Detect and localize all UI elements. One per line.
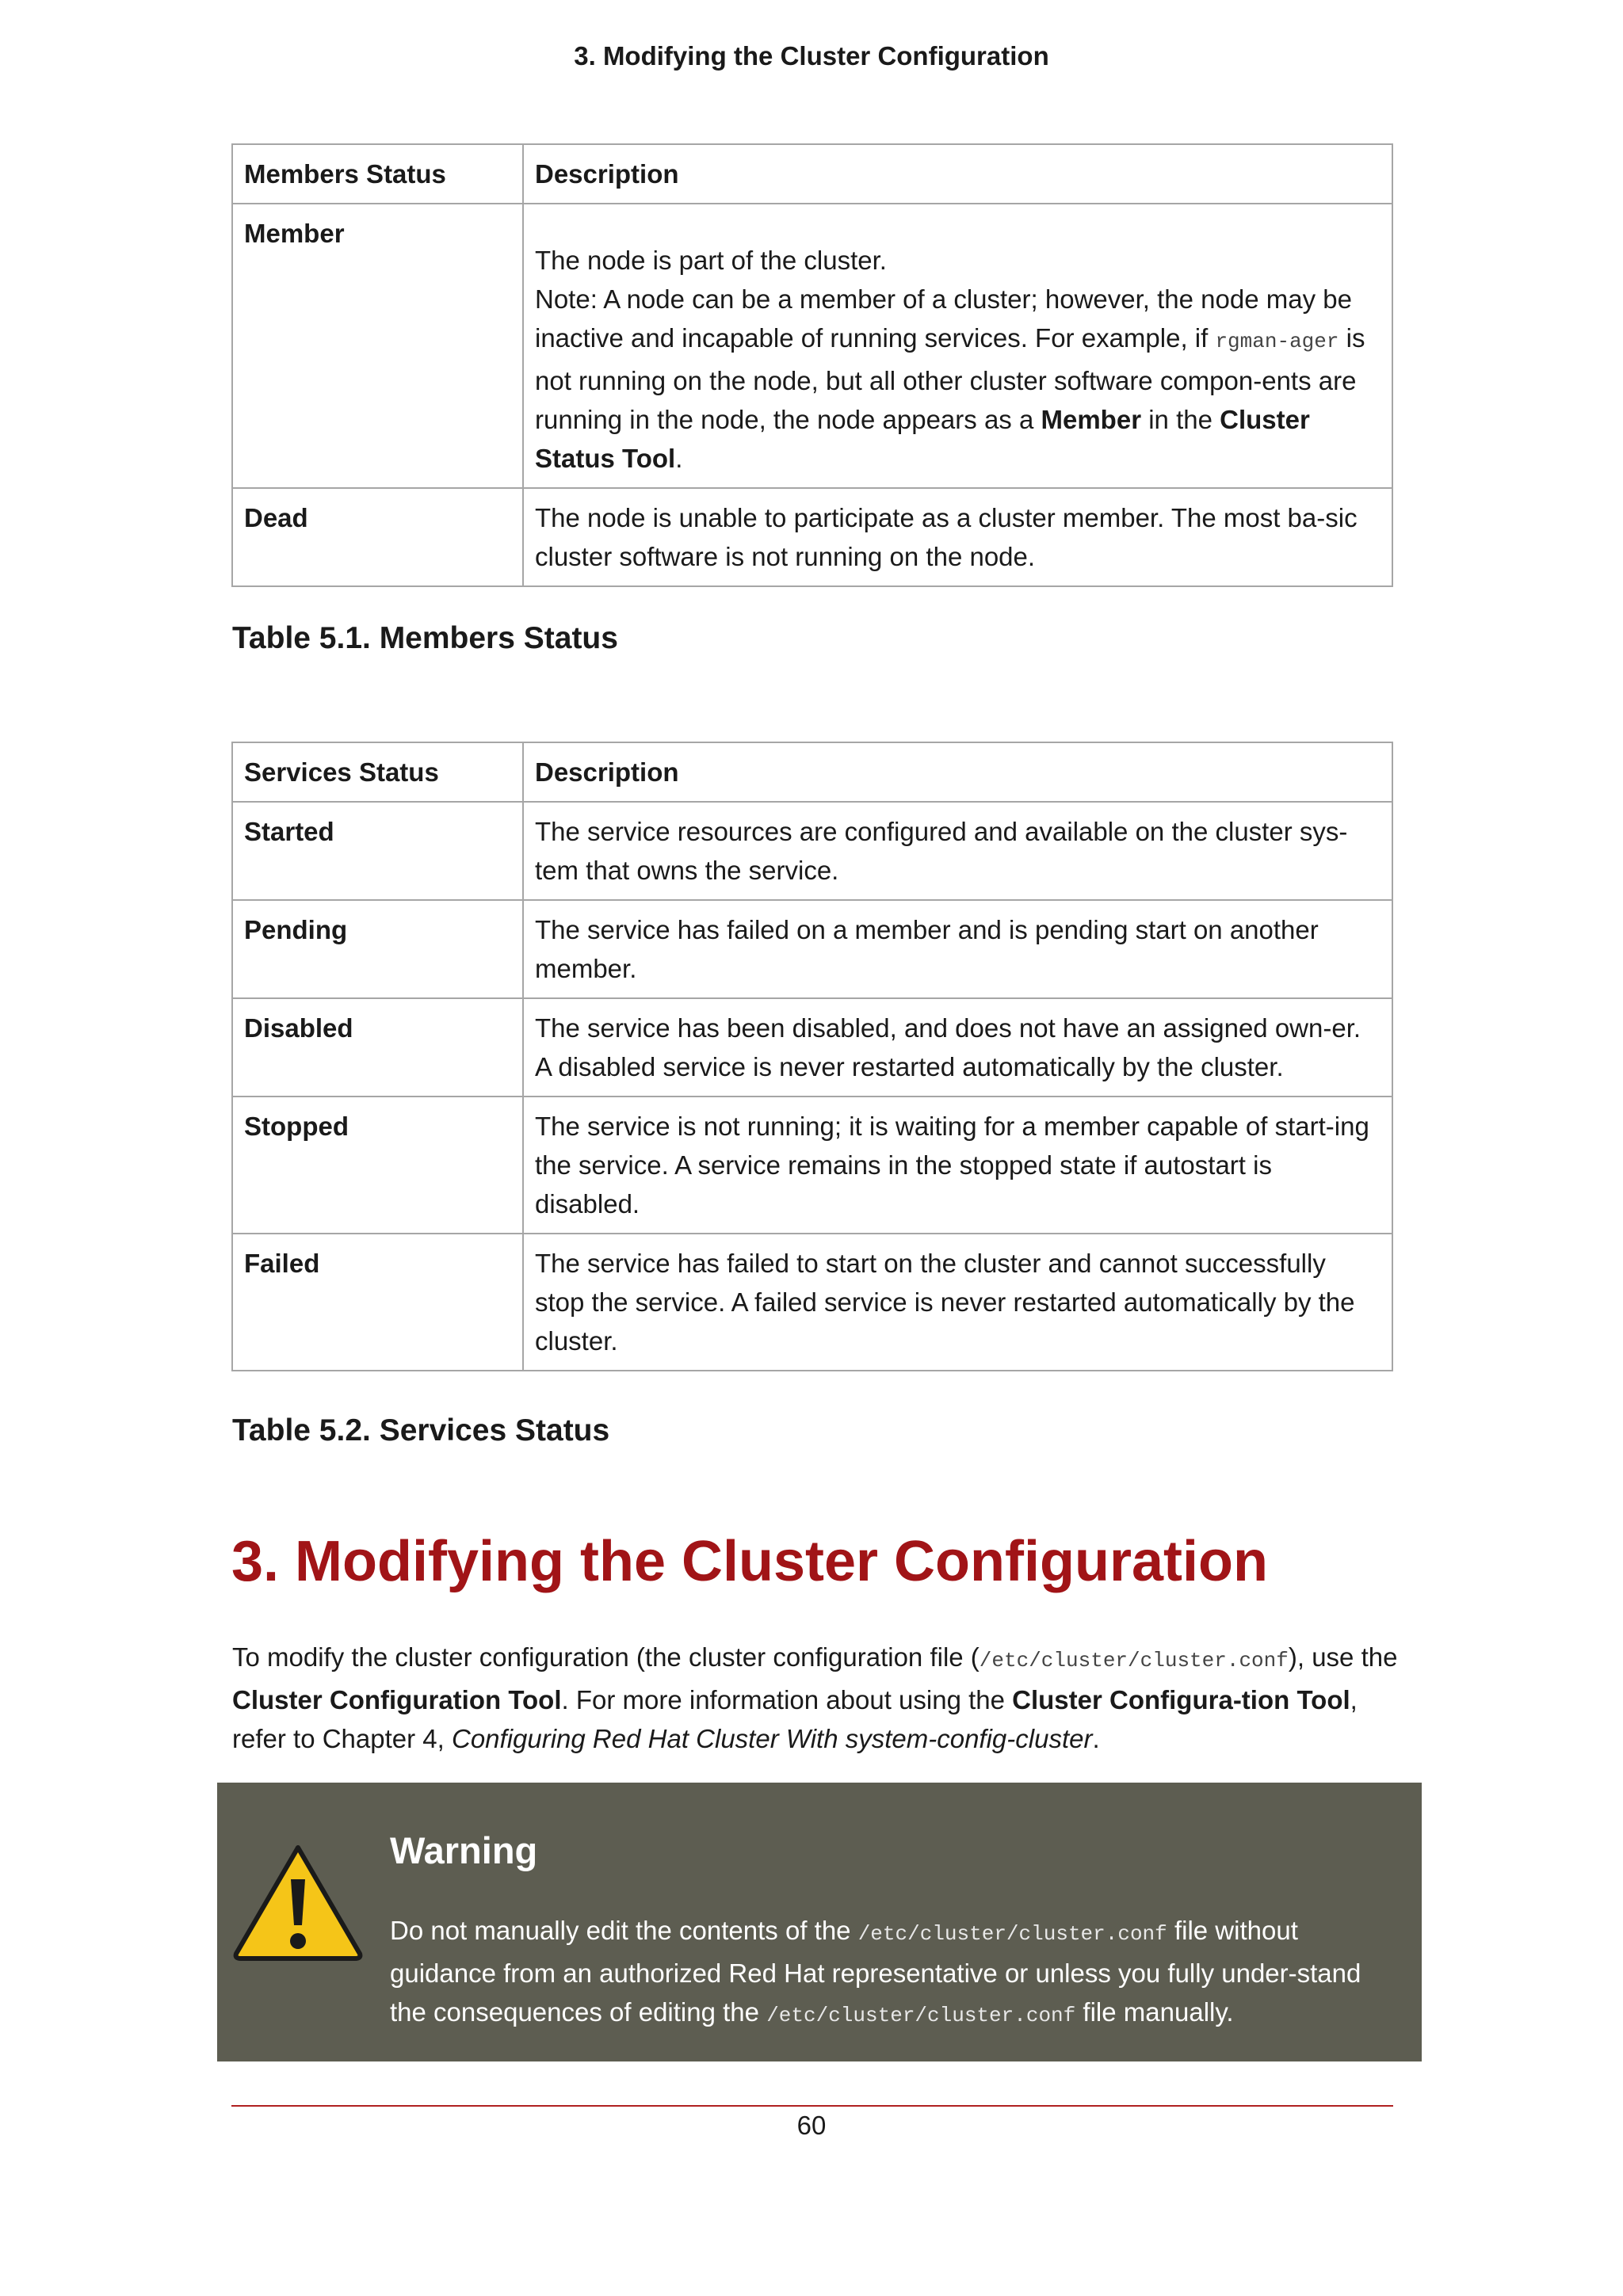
footer-divider (231, 2105, 1393, 2107)
table-row (232, 1097, 1392, 1234)
intro-paragraph (232, 1638, 1405, 1758)
code-text: /etc/cluster/cluster.conf (766, 2004, 1076, 2027)
bold-text: Cluster Status Tool (535, 405, 1310, 473)
description-cell: The node is unable to participate as a cluster member. The most ba-sic cluster software is not running on the node. (523, 488, 1392, 586)
intro-text: . For more information about using the (561, 1685, 1013, 1714)
description-text: . (675, 444, 683, 473)
section-title: 3. Modifying the Cluster Configuration (231, 1530, 1268, 1593)
description-text: Note: A node can be a member of a cluster; however, the node may be inactive and incapable of running services. For example, if (535, 284, 1352, 353)
code-text: /etc/cluster/cluster.conf (979, 1649, 1289, 1672)
bold-text: Cluster Configuration Tool (232, 1685, 562, 1714)
description-text: is not running on the node, but all other cluster software compon-ents are running in the node, the node appears as a (535, 323, 1365, 434)
status-cell: Pending (232, 900, 523, 998)
status-cell: Failed (232, 1234, 523, 1371)
warning-title: Warning (390, 1829, 538, 1871)
warning-text-part: file without guidance from an authorized Red Hat representative or unless you fully under-stand the consequences of editing the (390, 1916, 1361, 2027)
column-header: Members Status (232, 144, 523, 204)
page-number: 60 (796, 2111, 827, 2140)
description-cell: The service is not running; it is waiting for a member capable of start-ing the service. A service remains in the stopped state if autostart is disabled. (523, 1097, 1392, 1234)
code-text: /etc/cluster/cluster.conf (857, 1922, 1167, 1946)
description-cell: The service has been disabled, and does not have an assigned own-er. A disabled service is never restarted automatically by the cluster. (523, 998, 1392, 1097)
description-cell (523, 204, 1392, 488)
description-text: in the (1141, 405, 1220, 434)
warning-text-part: Do not manually edit the contents of the (390, 1916, 858, 1945)
warning-text-part: file manually. (1075, 1997, 1234, 2027)
status-cell: Dead (232, 488, 523, 586)
column-header: Description (523, 144, 1392, 204)
status-cell: Member (232, 204, 523, 488)
description-cell: The service has failed to start on the cluster and cannot successfully stop the service. A failed service is never restarted automatically by the cluster. (523, 1234, 1392, 1371)
table-row (232, 204, 1392, 488)
status-cell: Started (232, 802, 523, 900)
table-caption: Table 5.1. Members Status (232, 621, 618, 655)
status-cell: Stopped (232, 1097, 523, 1234)
table-row (232, 488, 1392, 586)
column-header: Services Status (232, 742, 523, 802)
table-row (232, 998, 1392, 1097)
table-row (232, 802, 1392, 900)
intro-text: , refer to Chapter 4, (232, 1685, 1358, 1753)
services-status-table (231, 742, 1393, 1371)
warning-admonition (217, 1783, 1422, 2061)
intro-text: . (1092, 1724, 1100, 1753)
intro-text: ), use the (1288, 1642, 1398, 1672)
chapter-reference: Configuring Red Hat Cluster With system-config-cluster (451, 1724, 1093, 1753)
code-text: rgman-ager (1215, 330, 1339, 353)
status-cell: Disabled (232, 998, 523, 1097)
members-status-table (231, 143, 1393, 587)
bold-text: Member (1041, 405, 1142, 434)
warning-triangle-icon (231, 1843, 365, 1962)
running-header: 3. Modifying the Cluster Configuration (574, 41, 1049, 71)
intro-text: To modify the cluster configuration (the cluster configuration file ( (232, 1642, 980, 1672)
description-cell: The service resources are configured and available on the cluster sys-tem that owns the service. (523, 802, 1392, 900)
table-header-row (232, 144, 1392, 204)
table-row (232, 900, 1392, 998)
bold-text: Cluster Configura-tion Tool (1012, 1685, 1350, 1714)
description-cell: The service has failed on a member and is pending start on another member. (523, 900, 1392, 998)
table-header-row (232, 742, 1392, 802)
table-row (232, 1234, 1392, 1371)
description-text: The node is part of the cluster. (535, 246, 887, 275)
warning-text (390, 1911, 1396, 2035)
table-caption: Table 5.2. Services Status (232, 1413, 610, 1447)
column-header: Description (523, 742, 1392, 802)
